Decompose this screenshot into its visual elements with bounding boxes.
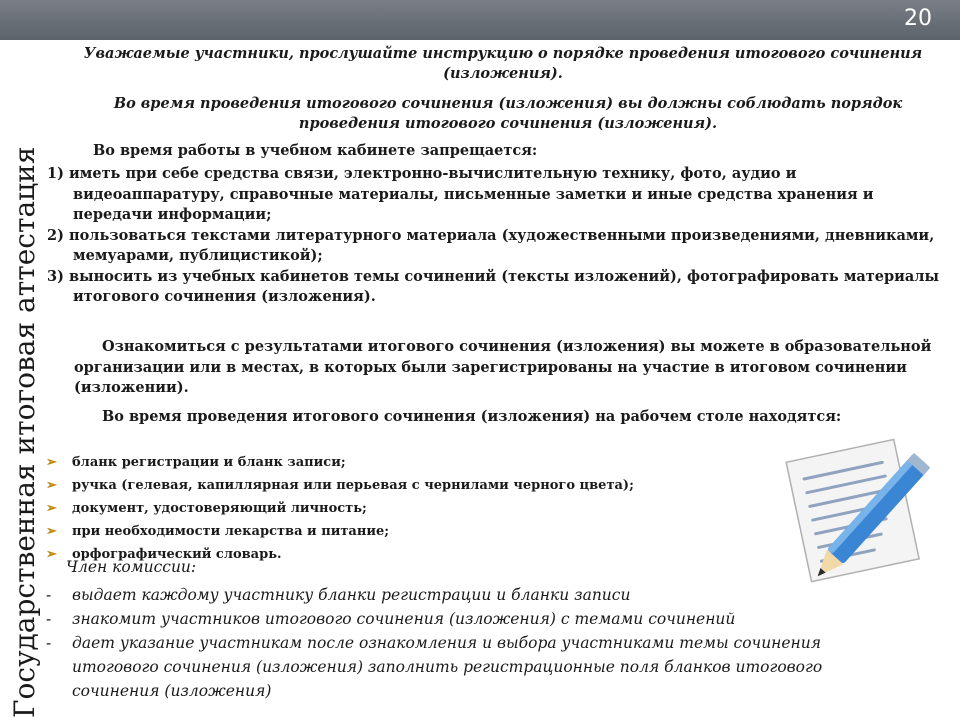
forbidden-list bbox=[47, 164, 947, 308]
arrow-bullet-icon: ➢ bbox=[46, 547, 57, 562]
list-item: 1) иметь при себе средства связи, электронно-вычислительную технику, фото, аудио и видеоаппаратуру, справочные материалы, письменные заметки и иные средства хранения и передачи информации; bbox=[47, 165, 874, 223]
vertical-title: Государственная итоговая аттестация bbox=[8, 146, 41, 718]
arrow-bullet-icon: ➢ bbox=[46, 478, 57, 493]
intro-line-2: Во время проведения итогового сочинения (изложения) вы должны соблюдать порядок проведения итогового сочинения (изложения). bbox=[113, 95, 903, 132]
list-item: ➢ орфографический словарь. bbox=[46, 543, 806, 566]
list-item: 2) пользоваться текстами литературного материала (художественными произведениями, дневниками, мемуарами, публицистикой); bbox=[47, 226, 935, 264]
list-item: ➢ документ, удостоверяющий личность; bbox=[46, 497, 806, 520]
top-bar bbox=[0, 0, 960, 40]
intro-line-1: Уважаемые участники, прослушайте инструкцию о порядке проведения итогового сочинения (изложения). bbox=[83, 45, 923, 82]
arrow-bullet-icon: ➢ bbox=[46, 524, 57, 539]
results-paragraph: Ознакомиться с результатами итогового сочинения (изложения) вы можете в образовательной организации или в местах, в которых были зарегистрированы на участие в итоговом сочинении (изложении). bbox=[74, 338, 932, 396]
pencil-notepad-icon bbox=[776, 433, 946, 583]
list-item: - дает указание участникам после ознакомления и выбора участниками темы сочинения итогового сочинения (изложения) заполнить регистрационные поля бланков итогового сочинения (изложения) bbox=[46, 634, 823, 700]
desk-list bbox=[46, 451, 806, 566]
list-item: ➢ бланк регистрации и бланк записи; bbox=[46, 451, 806, 474]
page-number: 20 bbox=[904, 6, 932, 31]
list-item: - выдает каждому участнику бланки регистрации и бланки записи bbox=[46, 586, 631, 604]
forbidden-heading: Во время работы в учебном кабинете запрещается: bbox=[93, 142, 538, 159]
list-item: 3) выносить из учебных кабинетов темы сочинений (тексты изложений), фотографировать материалы итогового сочинения (изложения). bbox=[47, 267, 940, 305]
commission-heading: Член комиссии: bbox=[66, 558, 197, 576]
list-item: ➢ ручка (гелевая, капиллярная или перьевая с чернилами черного цвета); bbox=[46, 474, 806, 497]
arrow-bullet-icon: ➢ bbox=[46, 455, 57, 470]
arrow-bullet-icon: ➢ bbox=[46, 501, 57, 516]
list-item: ➢ при необходимости лекарства и питание; bbox=[46, 520, 806, 543]
desk-heading: Во время проведения итогового сочинения (изложения) на рабочем столе находятся: bbox=[102, 408, 842, 425]
list-item: - знакомит участников итогового сочинения (изложения) с темами сочинений bbox=[46, 610, 736, 628]
commission-list bbox=[46, 583, 886, 703]
